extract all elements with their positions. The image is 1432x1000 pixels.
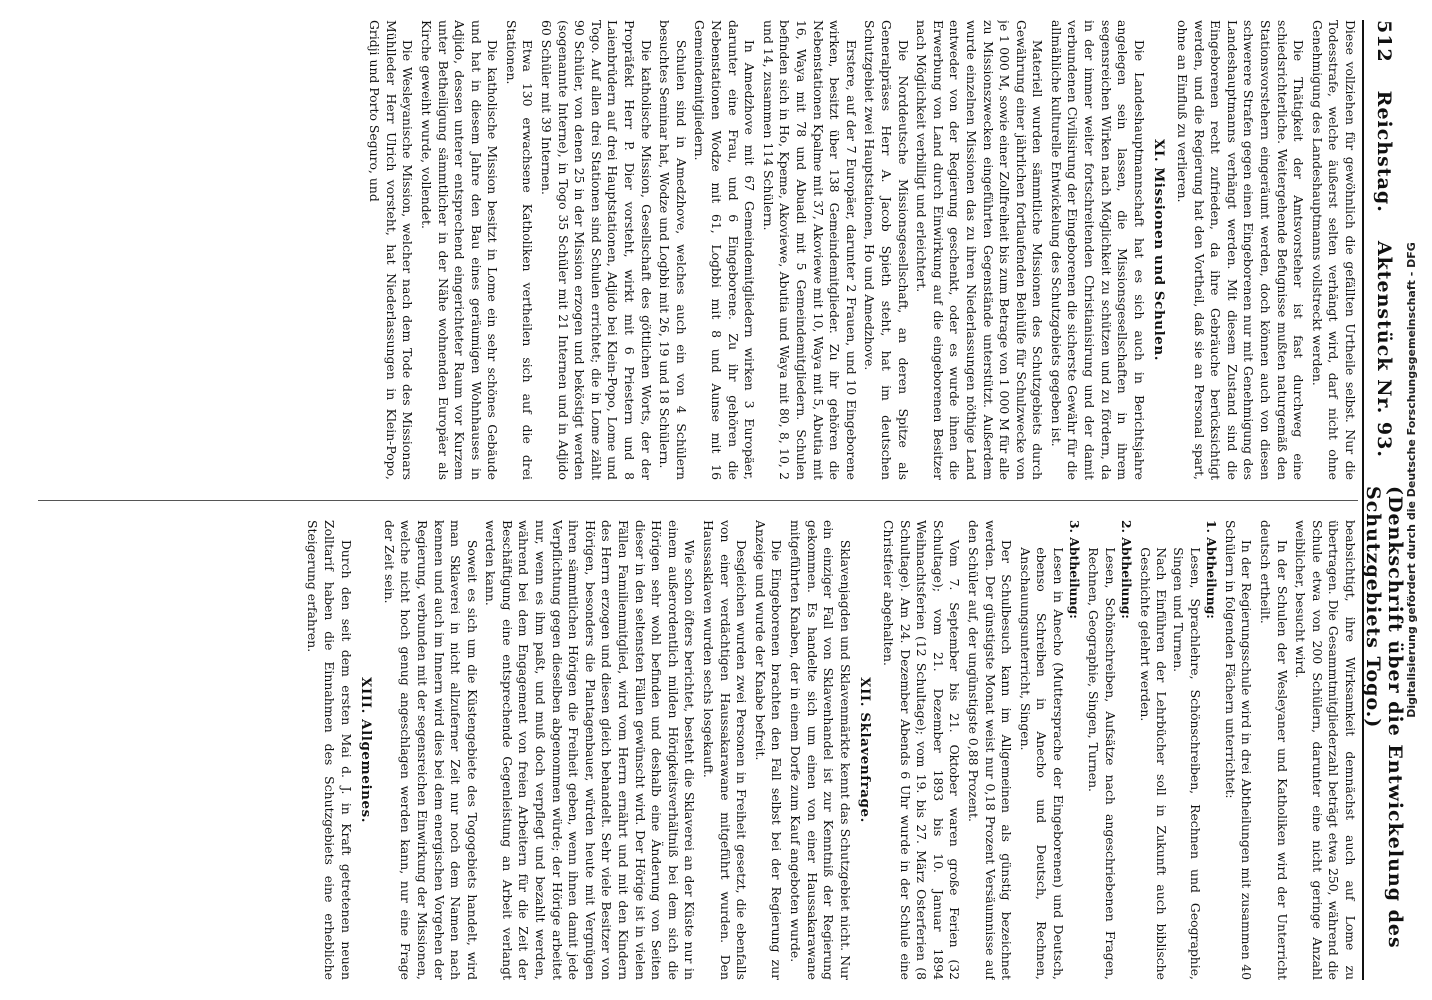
class-list-item <box>1085 520 1135 980</box>
paragraph: Durch den seit dem ersten Mai d. J. in Kraft getretenen neuen Zolltarif haben die Einnahmen des Schutzgebiets eine erhebliche Steigerung erfahren. <box>305 520 354 980</box>
document-ref: Aktenstück Nr. 93. <box>1373 240 1395 458</box>
page-header <box>1362 20 1404 980</box>
document-title: (Denkschrift über die Entwickelung des Schutzgebiets Togo.) <box>1362 485 1406 949</box>
class-subjects: Lesen, Schönschreiben, Aufsätze nach angeschriebenen Fragen, Rechnen, Geographie, Singen, Turnen. <box>1086 547 1118 980</box>
paragraph: Die katholische Mission, Gesellschaft des göttlichen Worts, der der Propräfekt Herr P. Dier vorsteht, wirkt mit 6 Priestern und 8 Laienbrüdern auf drei Hauptstationen, Adjido bei Klein-Popo, Lome und Togo. Auf allen drei Stationen sind Schulen errichtet; die in Lome zählt 90 Schüler, von denen 25 in der Mission erzogen und beköstigt werden (sogenannte Interne), in Togo 35 Schüler mit 21 Internen und in Adjido 60 Schüler mit 39 Internen. <box>539 20 654 480</box>
class-note: Nach Einführen der Lehrbücher soll in Zukunft auch biblische Geschichte gelehrt werden. <box>1137 547 1170 980</box>
paragraph: beabsichtigt, ihre Wirksamkeit demnächst auch auf Lome zu übertragen. Die Gesammtmitgliederzahl beträgt etwa 250, während die Schule etwa von 200 Schülern, darunter eine nicht geringe Anzahl weiblicher, besucht wird. <box>1293 520 1358 980</box>
class-label: 3. Abtheilung: <box>1067 520 1083 619</box>
class-list-item <box>1016 520 1082 980</box>
paragraph: Der Schulbesuch kann im Allgemeinen als günstig bezeichnet werden. Der günstigste Monat weist nur 0,18 Prozent Versäumnisse auf den Schüler auf, der ungünstigste 0,88 Prozent. <box>965 520 1015 980</box>
paragraph: In der Schulen der Wesleyaner und Katholiken wird der Unterricht deutsch ertheilt. <box>1258 520 1290 980</box>
class-list-item <box>1136 520 1219 980</box>
paragraph: In der Regierungsschule wird in drei Abtheilungen mit zusammen 40 Schülern in folgenden Fächern unterrichtet: <box>1222 520 1255 980</box>
section-heading-xiii: XIII. Allgemeines. <box>358 677 375 823</box>
paragraph: Sklavenjagden und Sklavenmärkte kennt das Schutzgebiet nicht. Nur ein einziger Fall von Sklavenhandel ist zur Kenntniß der Regierung gekommen. Es handelte sich um einen von einer Haussakarawane mitgeführten Knaben, der in einem Dorfe zum Kauf angeboten wurde. <box>788 520 853 980</box>
paragraph: Vom 7. September bis 21. Oktober waren große Ferien (32 Schultage); vom 21. Dezember 1893 bis 10. Januar 1894 Weihnachtsferien (12 Schultage); vom 19. bis 27. März Osterferien (8 Schultage). Am 24. Dezember Abends 6 Uhr wurde in der Schule eine Christfeier abgehalten. <box>880 520 963 980</box>
paragraph: Die katholische Mission besitzt in Lome ein sehr schönes Gebäude und hat in diesem Jahre den Bau eines geräumigen Wohnhauses in Adjido, dessen unterer entsprechend eingerichteter Raum vor Kurzem unter Betheiligung sämmtlicher in der Nähe wohnenden Europäer als Kirche geweiht wurde, vollendet. <box>418 20 501 480</box>
paragraph: Erstere, auf der 7 Europäer, darunter 2 Frauen, und 10 Eingeborene wirken, besitzt über 138 Gemeindemitglieder. Zu ihr gehören die Nebenstationen Kpalme mit 37, Akoviewe mit 10, Waya mit 5, Abutia mit 16, Waya mit 78 und Abuadi mit 5 Gemeindemitgliedern. Schulen befinden sich in Ho, Kpeme, Akoviewe, Abutia und Waya mit 80, 8, 10, 2 und 14, zusammen 114 Schülern. <box>760 20 859 480</box>
page-number: 512 <box>1373 20 1395 63</box>
paragraph: Soweit es sich um die Küstengebiete des Togogebiets handelt, wird man Sklaverei in nicht allzuferner Zeit nur noch dem Namen nach kennen und auch im Innern wird dies bei dem energischen Vorgehen der Regierung, verbunden mit der segensreichen Einwirkung der Missionen, welche nicht hoch genug angeschlagen werden kann, nur eine Frage der Zeit sein. <box>381 520 480 980</box>
parliament-label: Reichstag. <box>1373 90 1395 213</box>
column-divider <box>38 500 1358 501</box>
paragraph: Schulen sind in Amedzhove, welches auch ein von 4 Schülern besuchtes Seminar hat, Wodze und Logbbi mit 26, 19 und 18 Schülern. <box>657 20 689 480</box>
digitization-credit-text: Digitalisierung gefördert durch die Deutsche Forschungsgemeinschaft - DFG <box>1405 242 1418 718</box>
section-heading-xii: XII. Sklavenfrage. <box>857 677 874 823</box>
right-column <box>38 520 1358 980</box>
paragraph: In Amedzhove mit 67 Gemeindemitgliedern wirken 3 Europäer, darunter eine Frau, und 6 Eingeborene. Zu ihr gehören die Nebenstationen Wodze mit 61, Logbbi mit 8 und Aunse mit 16 Gemeindemitgliedern. <box>692 20 758 480</box>
paragraph: Die Wesleyanische Mission, welcher nach dem Tode des Missionars Mühlleder Herr Ulrich vorsteht, hat Niederlassungen in Klein-Popo, Gridji und Porto Seguro, und <box>367 20 416 480</box>
class-label: 1. Abtheilung: <box>1204 520 1220 619</box>
paragraph: Materiell wurden sämmtliche Missionen des Schutzgebiets durch Gewährung einer jährlichen fortlaufenden Beihülfe für Schulzwecke von je 1 000 M, sowie einer Zollfreiheit bis zum Betrage von 1 000 M für alle zu Missionszwecken eingeführten Gegenstände unterstützt. Außerdem wurde einzelnen Missionen das zu ihren Niederlassungen nöthige Land entweder von der Regierung geschenkt, oder es wurde ihnen die Erwerbung von Land durch Einwirkung auf die eingeborenen Besitzer nach Möglichkeit verbilligt und erleichtert. <box>914 20 1046 480</box>
digitization-credit <box>1400 40 1430 920</box>
paragraph: Wie schon öfters berichtet, besteht die Sklaverei an der Küste nur in einem außerordentlich milden Hörigkeitsverhältniß bei dem sich die Hörigen sehr wohl befinden und deshalb eine Änderung von Seiten dieser in den seltensten Fällen gewünscht wird. Der Hörige ist in vielen Fällen Familienmitglied, wird vom Herrn ernährt und mit den Kindern des Herrn erzogen und diesen gleich behandelt. Sehr viele Besitzer von Hörigen, besonders die Plantagenbauer, würden heute mit Vergnügen ihren sämmtlichen Hörigen die Freiheit geben, wenn ihnen damit jede Verpflichtung gegen dieselben abgenommen würde; der Hörige arbeitet nur, wenn es ihm paßt, und muß doch verpflegt und bezahlt werden, während bei dem Engagement von freien Arbeitern für die Zeit der Beschäftigung eine entsprechende Gegenleistung an Arbeit verlangt werden kann. <box>483 520 698 980</box>
paragraph: Desgleichen wurden zwei Personen in Freiheit gesetzt, die ebenfalls von einer verdächtigen Haussakarawane mitgeführt wurden. Den Haussasklaven wurden sechs losgekauft. <box>701 520 750 980</box>
class-subjects: Lesen in Anecho (Muttersprache der Eingeborenen) und Deutsch, ebenso Schreiben in Anecho und Deutsch, Rechnen, Anschauungsunterricht, Singen. <box>1017 547 1066 980</box>
paragraph: Etwa 130 erwachsene Katholiken vertheilen sich auf die drei Stationen. <box>503 20 536 480</box>
class-label: 2. Abtheilung: <box>1119 520 1135 619</box>
paragraph: Diese vollziehen für gewöhnlich die gefällten Urtheile selbst. Nur die Todesstrafe, welche äußerst selten verhängt wird, darf nicht ohne Genehmigung des Landeshauptmanns vollstreckt werden. <box>1309 20 1358 480</box>
paragraph: Die Norddeutsche Missionsgesellschaft, an deren Spitze als Generalpräses Herr A. Jacob Spieth steht, hat im deutschen Schutzgebiet zwei Hauptstationen, Ho und Amedzhove. <box>862 20 911 480</box>
left-column <box>38 20 1358 480</box>
class-subjects: Lesen, Sprachlehre, Schönschreiben, Rechnen und Geographie, Singen und Turnen. <box>1171 547 1203 980</box>
paragraph: Die Eingeborenen brachten den Fall selbst bei der Regierung zur Anzeige und wurde der Knabe befreit. <box>752 520 785 980</box>
paragraph: Die Thätigkeit der Amtsvorsteher ist fast durchweg eine schiedsrichterliche. Weitergehende Befugnisse mußten naturgemäß den Stationsvorstehern eingeräumt werden, doch können auch von diesen schwerere Strafen gegen einen Eingeborenen nur mit Genehmigung des Landeshauptmanns verhängt werden. Mit diesem Zustand sind die Eingeborenen recht zufrieden, da ihre Gebräuche berücksichtigt werden, und die Regierung hat den Vortheil, daß sie an Personal spart, ohne an Einfluß zu verlieren. <box>1175 20 1307 480</box>
paragraph: Die Landeshauptmannschaft hat es sich auch in Berichtsjahre angelegen sein lassen, die Missionsgesellschaften in ihrem segensreichen Wirken nach Möglichkeit zu schützen und zu fördern, da in der immer weiter fortschreitenden Christianisirung und der damit verbundenen Civilisirung der Eingeborenen die sicherste Gewähr für die allmähliche kulturelle Entwickelung des Schutzgebiets gegeben ist. <box>1048 20 1147 480</box>
section-heading-xi: XI. Missionen und Schulen. <box>1151 138 1168 362</box>
